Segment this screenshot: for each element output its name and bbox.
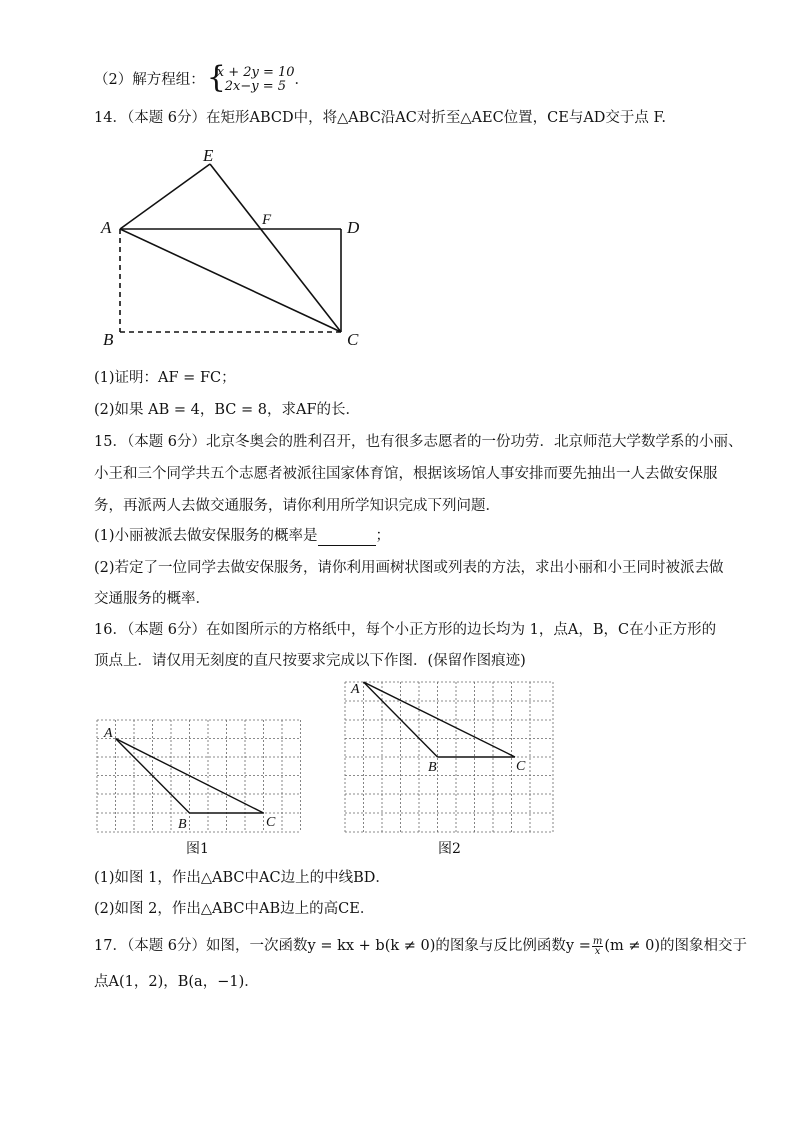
fig1-caption: 图1 xyxy=(186,841,209,857)
fig1-label-B: B xyxy=(178,817,187,832)
q15-part1 xyxy=(94,526,390,546)
q17-line2: 点A(1，2)，B(a，−1)． xyxy=(94,974,259,990)
fig2-caption: 图2 xyxy=(438,841,461,857)
q14-part1: (1)证明：AF = FC； xyxy=(94,370,236,386)
fraction-m-over-x xyxy=(592,937,603,956)
equation-2: 2x−y = 5 xyxy=(224,79,287,94)
system-brace: { xyxy=(206,60,226,95)
segment-AE xyxy=(120,164,210,229)
q14-part2: (2)如果 AB = 4，BC = 8，求AF的长． xyxy=(94,402,361,418)
equation-system xyxy=(206,60,295,95)
fig2-segment-AC xyxy=(364,682,516,757)
label-F: F xyxy=(262,212,272,228)
segment-EC xyxy=(210,164,341,332)
fraction-numerator: m xyxy=(592,935,603,947)
label-A: A xyxy=(101,218,112,237)
answer-blank[interactable] xyxy=(318,531,376,546)
q16-line1: 16．（本题 6分）在如图所示的方格纸中，每个小正方形的边长均为 1，点A，B，C在小正方形的 xyxy=(94,622,717,638)
fig2-label-A: A xyxy=(351,682,360,697)
q15-part1-prefix: (1)小丽被派去做安保服务的概率是 xyxy=(94,528,318,544)
fraction-denominator: x xyxy=(594,945,601,957)
q17-line1-a: 17．（本题 6分）如图，一次函数y = kx + b(k ≠ 0)的图象与反比例函数y = xyxy=(94,938,591,954)
label-B: B xyxy=(103,330,114,349)
q14-figure xyxy=(95,142,375,354)
fig1-label-C: C xyxy=(266,815,276,830)
q13-part2-prefix: （2）解方程组： xyxy=(94,72,205,88)
q16-figure2 xyxy=(340,676,558,836)
fig2-segment-AB xyxy=(364,682,438,757)
q15-line2: 小王和三个同学共五个志愿者被派往国家体育馆，根据该场馆人事安排而要先抽出一人去做安保服 xyxy=(94,466,718,482)
q15-part1-suffix: ； xyxy=(375,528,391,544)
q16-part1: (1)如图 1，作出△ABC中AC边上的中线BD． xyxy=(94,870,390,886)
segment-AC xyxy=(120,229,341,332)
q17-line1 xyxy=(94,936,747,956)
fig1-label-A: A xyxy=(104,726,113,741)
label-E: E xyxy=(203,146,214,165)
q13-part2-suffix: ． xyxy=(294,72,310,88)
q13-part2 xyxy=(94,60,310,95)
equation-1: x + 2y = 10 xyxy=(216,65,295,80)
fig2-label-B: B xyxy=(428,760,437,775)
q15-part2-line2: 交通服务的概率． xyxy=(94,591,210,607)
q15-part2-line1: (2)若定了一位同学去做安保服务，请你利用画树状图或列表的方法，求出小丽和小王同时被派去做 xyxy=(94,560,724,576)
q16-line2: 顶点上．请仅用无刻度的直尺按要求完成以下作图．(保留作图痕迹) xyxy=(94,653,526,669)
q16-figure1 xyxy=(92,715,310,837)
label-C: C xyxy=(347,330,359,349)
q14-stem: 14．（本题 6分）在矩形ABCD中，将△ABC沿AC对折至△AEC位置，CE与AD交于点 F. xyxy=(94,110,666,126)
q15-line3: 务，再派两人去做交通服务，请你利用所学知识完成下列问题． xyxy=(94,498,500,514)
fig2-label-C: C xyxy=(516,759,526,774)
q16-part2: (2)如图 2，作出△ABC中AB边上的高CE． xyxy=(94,901,375,917)
q17-line1-b: (m ≠ 0)的图象相交于 xyxy=(604,938,747,954)
label-D: D xyxy=(347,218,360,237)
q15-line1: 15．（本题 6分）北京冬奥会的胜利召开，也有很多志愿者的一份功劳．北京师范大学数学系的小丽、 xyxy=(94,434,743,450)
